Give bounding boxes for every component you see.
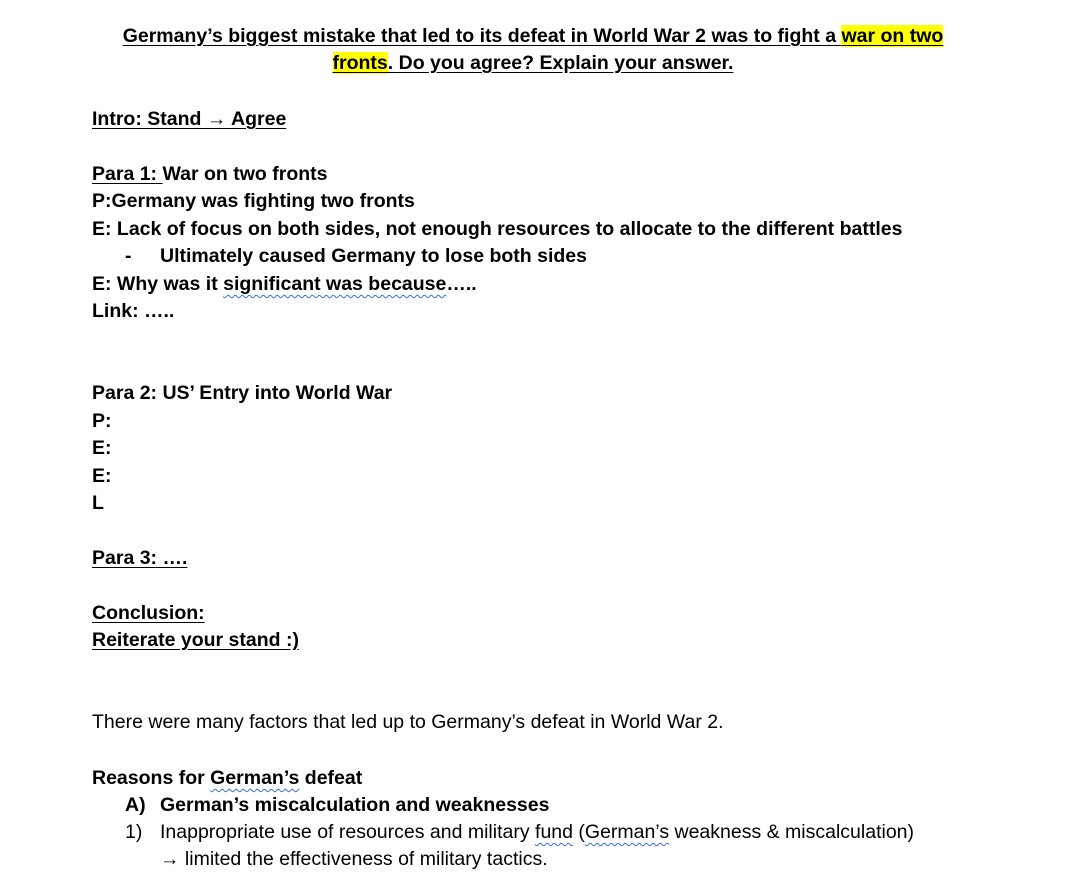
reason-a-marker: A) (125, 794, 146, 816)
para2-point: P: (92, 410, 112, 432)
conclusion-heading: Conclusion: (92, 602, 205, 624)
body-paragraph: There were many factors that led up to Germany’s defeat in World War 2. (92, 711, 724, 733)
para1-elaborate-squiggle: significant was because (223, 273, 447, 295)
reason-1-text (160, 819, 914, 846)
para2-elaborate: E: (92, 465, 112, 487)
essay-question-highlight1: war on two (841, 25, 944, 47)
intro-heading: Intro: Stand → Agree (92, 108, 287, 130)
essay-question-highlight2: fronts (332, 52, 388, 74)
para1-explain: E: Lack of focus on both sides, not enough resources to allocate to the different battles (92, 218, 903, 240)
para1-elaborate-pre: E: Why was it (92, 273, 224, 295)
reason-1-germans: German’s (584, 821, 670, 843)
para1-bullet: Ultimately caused Germany to lose both sides (160, 245, 587, 267)
para1-heading-text: War on two fronts (162, 163, 328, 185)
reasons-heading (92, 765, 362, 792)
conclusion-text: Reiterate your stand :) (92, 629, 299, 651)
essay-question-part1: Germany’s biggest mistake that led to its defeat in World War 2 was to fight a (122, 25, 842, 47)
reasons-heading-post: defeat (299, 767, 363, 789)
para2-link: L (92, 492, 104, 514)
para1-point: P:Germany was fighting two fronts (92, 190, 415, 212)
reason-1-fund: fund (535, 821, 573, 843)
para1-link: Link: ….. (92, 300, 175, 322)
para2-explain: E: (92, 437, 112, 459)
para1-elaborate (92, 271, 477, 298)
para1-heading-label: Para 1: (92, 163, 163, 185)
reason-1-continuation: → limited the effectiveness of military tactics. (160, 848, 548, 870)
essay-question (60, 23, 1006, 77)
reason-a-text: German’s miscalculation and weaknesses (160, 794, 550, 816)
reasons-heading-squiggle: German’s (210, 767, 300, 789)
para1-heading (92, 161, 327, 188)
para1-bullet-marker: - (125, 245, 132, 267)
reason-1-pre: Inappropriate use of resources and military (160, 821, 536, 843)
para2-heading: Para 2: US’ Entry into World War (92, 382, 393, 404)
para1-elaborate-post: ….. (446, 273, 477, 295)
essay-question-part2: . Do you agree? Explain your answer. (387, 52, 734, 74)
para3-heading: Para 3: …. (92, 547, 188, 569)
reason-1-post: weakness & miscalculation) (669, 821, 915, 843)
reason-1-mid: ( (572, 821, 585, 843)
reasons-heading-pre: Reasons for (92, 767, 211, 789)
reason-1-marker: 1) (125, 821, 143, 843)
